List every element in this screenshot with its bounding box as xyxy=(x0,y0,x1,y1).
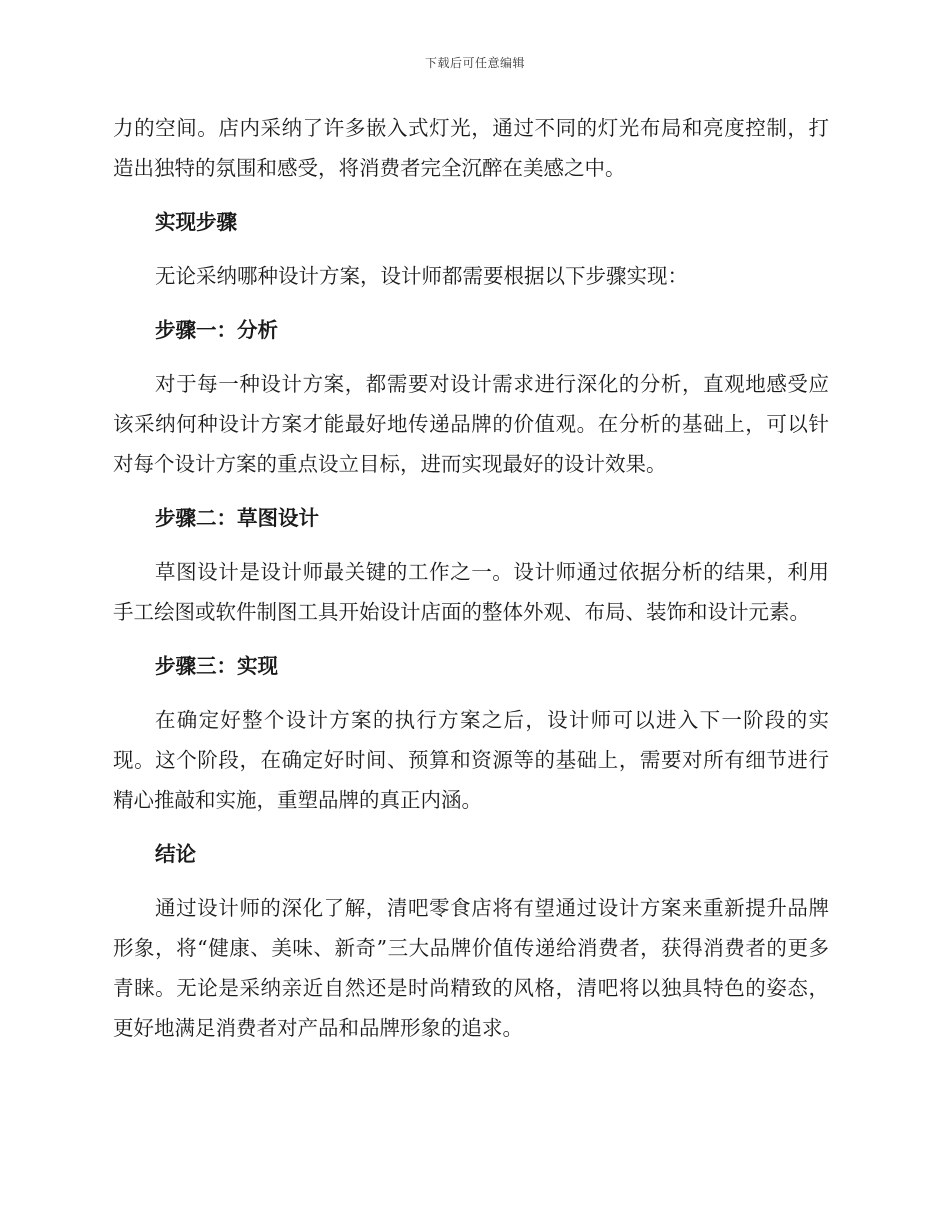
section-steps-intro-paragraph: 无论采纳哪种设计方案，设计师都需要根据以下步骤实现： xyxy=(155,264,688,288)
conclusion-paragraph: 通过设计师的深化了解，清吧零食店将有望通过设计方案来重新提升品牌形象，将“健康、美味、新奇”三大品牌价值传递给消费者，获得消费者的更多青睐。无论是采纳亲近自然还是时尚精致的风格，清吧将以独具特色的姿态，更好地满足消费者对产品和品牌形象的追求。 xyxy=(113,896,829,1040)
section-steps-heading: 实现步骤 xyxy=(155,210,237,234)
step3-heading: 步骤三：实现 xyxy=(155,654,278,678)
intro-continuation-paragraph: 力的空间。店内采纳了许多嵌入式灯光，通过不同的灯光布局和亮度控制，打造出独特的氛围和感受，将消费者完全沉醉在美感之中。 xyxy=(113,116,829,180)
conclusion-heading: 结论 xyxy=(155,842,196,866)
header-note: 下载后可任意编辑 xyxy=(424,56,525,70)
step2-paragraph: 草图设计是设计师最关键的工作之一。设计师通过依据分析的结果，利用手工绘图或软件制图工具开始设计店面的整体外观、布局、装饰和设计元素。 xyxy=(113,560,829,624)
document-body xyxy=(113,108,829,1048)
step2-heading: 步骤二：草图设计 xyxy=(155,506,319,530)
step3-paragraph: 在确定好整个设计方案的执行方案之后，设计师可以进入下一阶段的实现。这个阶段，在确定好时间、预算和资源等的基础上，需要对所有细节进行精心推敲和实施，重塑品牌的真正内涵。 xyxy=(113,708,829,812)
step1-paragraph: 对于每一种设计方案，都需要对设计需求进行深化的分析，直观地感受应该采纳何种设计方案才能最好地传递品牌的价值观。在分析的基础上，可以针对每个设计方案的重点设立目标，进而实现最好的设计效果。 xyxy=(113,372,829,476)
step1-heading: 步骤一：分析 xyxy=(155,318,278,342)
